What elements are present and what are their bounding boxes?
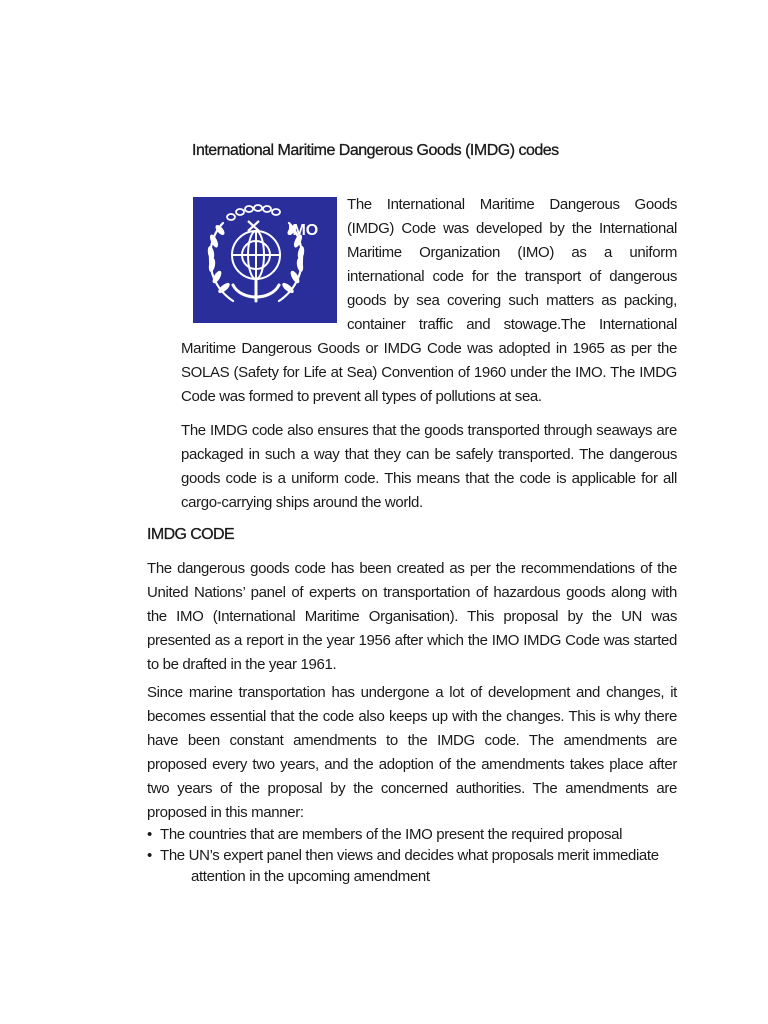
logo-text: IMO — [288, 222, 319, 239]
logo-spacer — [181, 193, 347, 337]
section-heading: IMDG CODE — [147, 526, 235, 543]
bullet-text: The countries that are members of the IMO present the required proposal — [160, 826, 623, 843]
bullet-continuation: attention in the upcoming amendment — [191, 868, 430, 885]
list-item — [147, 845, 677, 887]
bullet-list — [147, 824, 677, 887]
bullet-icon: • — [147, 847, 152, 864]
list-item — [147, 824, 677, 845]
intro-text: The International Maritime Dangerous Goods (IMDG) Code was developed by the International Maritime Organization (IMO) as a uniform international code for the transport of dangerous goods by sea covering such matters as packing, container traffic and stowage.The International Maritime Dangerous Goods or IMDG Code was adopted in 1965 as per the SOLAS (Safety for Life at Sea) Convention of 1960 under the IMO. The IMDG Code was formed to prevent all types of pollutions at sea. — [181, 196, 677, 405]
bullet-text: The UN’s expert panel then views and decides what proposals merit immediate — [160, 847, 659, 864]
document-title: International Maritime Dangerous Goods (IMDG) codes — [192, 142, 559, 159]
paragraph-amendments: Since marine transportation has undergone a lot of development and changes, it becomes essential that the code also keeps up with the changes. This is why there have been constant amendments to the IMDG code. The amendments are proposed every two years, and the adoption of the amendments takes place after two years of the proposal by the concerned authorities. The amendments are proposed in this manner: — [147, 684, 677, 821]
intro-paragraph — [181, 193, 677, 409]
paragraph-history: The dangerous goods code has been created as per the recommendations of the United Nations’ panel of experts on transportation of hazardous goods along with the IMO (International Maritime Organisation). This proposal by the UN was presented as a report in the year 1956 after which the IMO IMDG Code was started to be drafted in the year 1961. — [147, 560, 677, 673]
bullet-icon: • — [147, 826, 152, 843]
paragraph-packaging: The IMDG code also ensures that the goods transported through seaways are packaged in such a way that they can be safely transported. The dangerous goods code is a uniform code. This means that the code is applicable for all cargo-carrying ships around the world. — [181, 422, 677, 511]
